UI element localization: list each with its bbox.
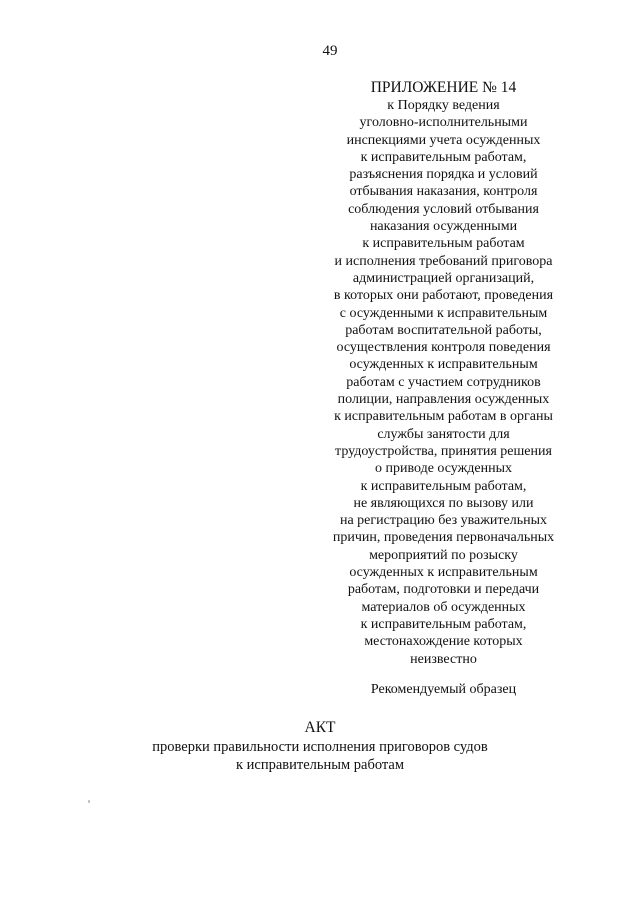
- act-title: АКТ: [304, 719, 336, 736]
- appendix-line: и исполнения требований приговора: [334, 253, 553, 269]
- appendix-line: уголовно-исполнительными: [359, 115, 528, 131]
- scan-speck: [88, 800, 90, 803]
- appendix-line: разъяснения порядка и условий: [349, 167, 538, 183]
- appendix-line: материалов об осужденных: [361, 599, 526, 615]
- appendix-line: администрацией организаций,: [352, 270, 535, 286]
- act-subtitle-line: к исправительным работам: [235, 757, 405, 773]
- appendix-line: местонахождение которых: [364, 634, 523, 650]
- appendix-title: ПРИЛОЖЕНИЕ № 14: [370, 79, 517, 96]
- appendix-line: осужденных к исправительным: [349, 357, 538, 373]
- appendix-line: к Порядку ведения: [387, 98, 500, 113]
- appendix-line: работам, подготовки и передачи: [347, 582, 540, 598]
- appendix-line: к исправительным работам,: [360, 478, 527, 494]
- appendix-line: неизвестно: [410, 651, 477, 667]
- appendix-line: полиции, направления осужденных: [337, 392, 550, 408]
- appendix-line: не являющихся по вызову или: [353, 495, 534, 511]
- appendix-line: осуществления контроля поведения: [336, 340, 551, 356]
- appendix-line: осужденных к исправительным: [349, 565, 538, 581]
- appendix-line: в которых они работают, проведения: [333, 288, 554, 304]
- appendix-line: к исправительным работам,: [360, 616, 527, 632]
- act-subtitle-line: проверки правильности исполнения приговоров судов: [152, 739, 488, 755]
- appendix-line: работам с участием сотрудников: [346, 374, 541, 390]
- appendix-line: на регистрацию без уважительных: [339, 513, 548, 529]
- appendix-line: к исправительным работам: [362, 236, 525, 252]
- appendix-line: с осужденными к исправительным: [339, 305, 548, 321]
- appendix-line: отбывания наказания, контроля: [349, 184, 538, 200]
- appendix-line: причин, проведения первоначальных: [332, 530, 555, 546]
- appendix-line: работам воспитательной работы,: [345, 322, 542, 338]
- appendix-line: трудоустройства, принятия решения: [335, 443, 552, 459]
- appendix-line: инспекциями учета осужденных: [346, 132, 541, 148]
- appendix-line: к исправительным работам,: [360, 149, 527, 165]
- act-heading: [0, 718, 640, 774]
- appendix-line: соблюдения условий отбывания: [348, 201, 539, 217]
- appendix-line: службы занятости для: [377, 426, 510, 442]
- appendix-text: [316, 97, 571, 668]
- appendix-line: о приводе осужденных: [374, 461, 513, 477]
- appendix-line: наказания осужденными: [369, 219, 518, 235]
- appendix-header: [316, 79, 571, 668]
- appendix-line: мероприятий по розыску: [369, 547, 518, 563]
- recommended-sample-note: Рекомендуемый образец: [370, 682, 517, 697]
- appendix-line: к исправительным работам в органы: [334, 409, 553, 425]
- page-number: 49: [322, 43, 338, 59]
